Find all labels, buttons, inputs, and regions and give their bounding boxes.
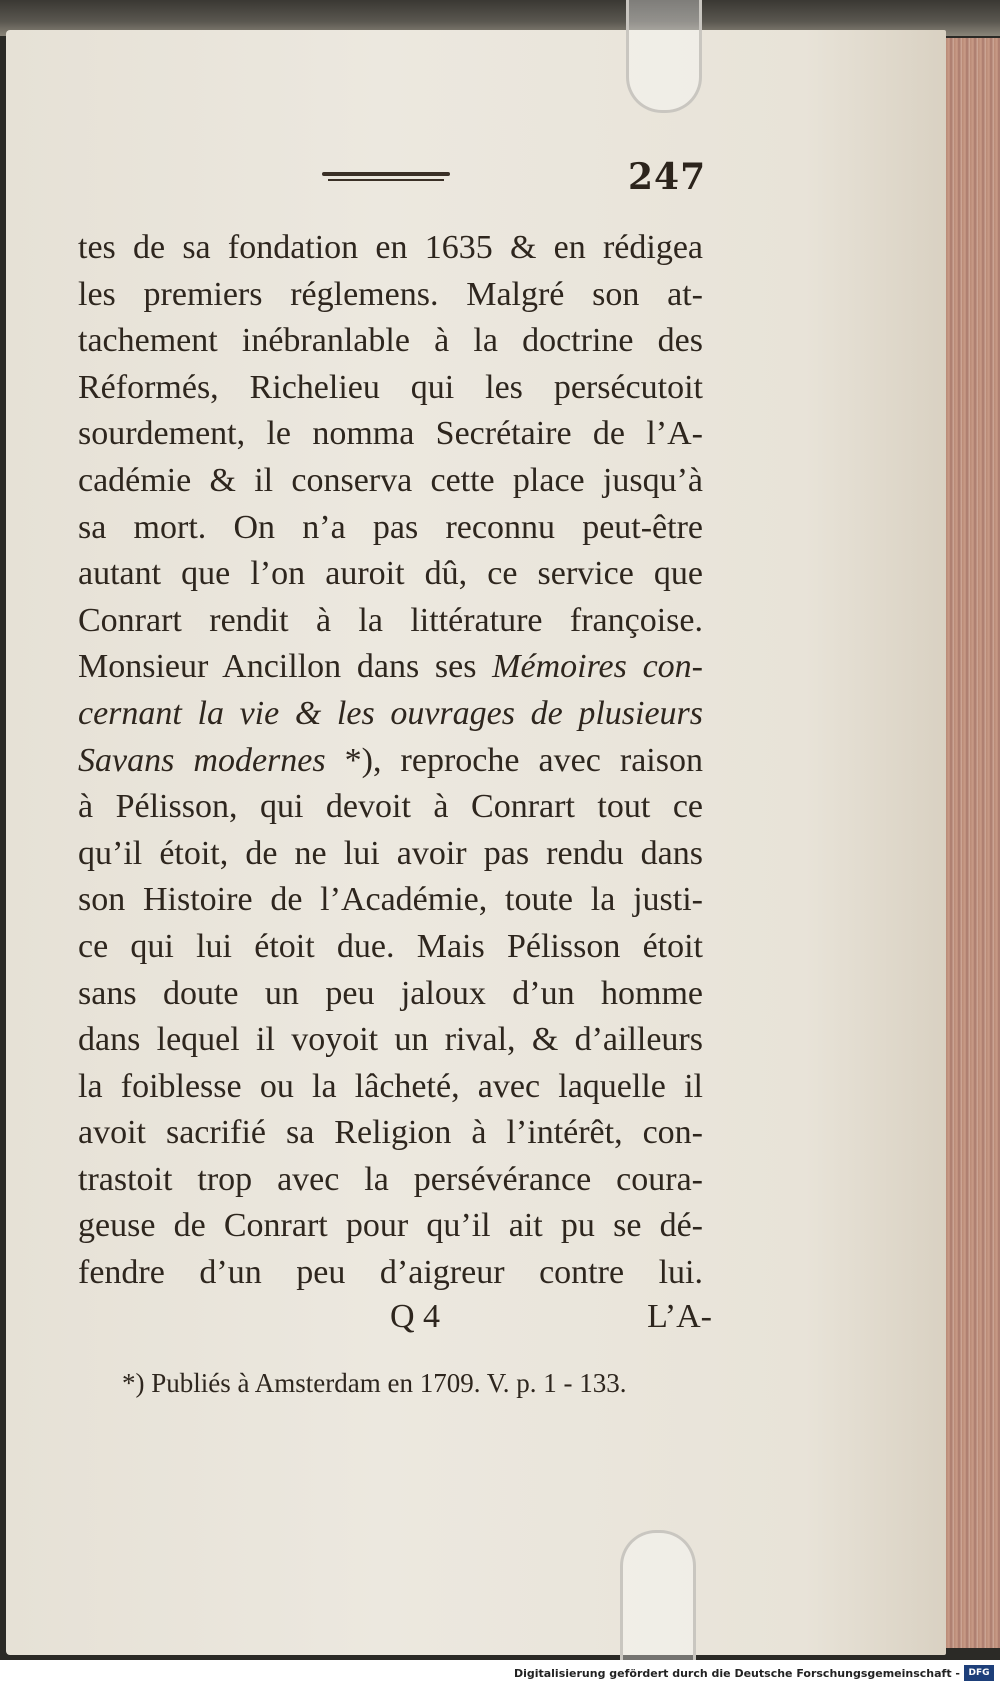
body-text (78, 225, 703, 1297)
italic-title-end: Savans modernes (78, 741, 326, 779)
text-line: trastoit trop avec la persévérance coura- (78, 1160, 703, 1198)
text-line: ce qui lui étoit due. Mais Pélisson étoit (78, 927, 703, 965)
page-edges (946, 38, 1000, 1648)
page-number: 247 (628, 156, 707, 198)
text-line: son Histoire de l’Académie, toute la justi- (78, 881, 703, 919)
header-ornament (322, 170, 450, 184)
text-line: sans doute un peu jaloux d’un homme (78, 974, 703, 1012)
text-line: sourdement, le nomma Secrétaire de l’A- (78, 415, 703, 453)
text-line: avoit sacrifié sa Religion à l’intérêt, con- (78, 1114, 703, 1152)
text-line: à Pélisson, qui devoit à Conrart tout ce (78, 788, 703, 826)
italic-title-cont: cernant la vie & les ouvrages de plusieurs (78, 694, 703, 732)
page-clip-top (626, 0, 702, 113)
page-clip-bottom (620, 1530, 696, 1663)
text-line: tes de sa fondation en 1635 & en rédigea (78, 229, 703, 266)
text-line: tachement inébranlable à la doctrine des (78, 322, 703, 360)
text-line (78, 738, 703, 785)
text-line: sa mort. On n’a pas reconnu peut-être (78, 508, 703, 546)
text-line: la foiblesse ou la lâcheté, avec laquelle il (78, 1067, 703, 1105)
signature-row (390, 1298, 712, 1342)
text-line: cadémie & il conserva cette place jusqu’à (78, 461, 703, 499)
text-line: qu’il étoit, de ne lui avoir pas rendu dans (78, 834, 703, 872)
text-line: dans lequel il voyoit un rival, & d’ailleurs (78, 1021, 703, 1059)
text-line: Réformés, Richelieu qui les persécutoit (78, 368, 703, 406)
footnote: *) Publiés à Amsterdam en 1709. V. p. 1 - 133. (122, 1368, 627, 1398)
text-line: les premiers réglemens. Malgré son at- (78, 275, 703, 313)
dfg-logo-icon: DFG (964, 1665, 994, 1681)
credit-bar (0, 1660, 1000, 1689)
text-line: Conrart rendit à la littérature françoise. (78, 601, 703, 639)
text-line (78, 691, 703, 738)
text-line-tail: *), reproche avec raison (325, 741, 703, 779)
credit-text: Digitalisierung gefördert durch die Deutsche Forschungsgemeinschaft - (513, 1667, 960, 1680)
catchword: L’A- (647, 1298, 712, 1335)
text-line: fendre d’un peu d’aigreur contre lui. (78, 1254, 703, 1292)
text-line: geuse de Conrart pour qu’il ait pu se dé- (78, 1207, 703, 1245)
italic-title: Mémoires con- (492, 648, 703, 686)
signature-mark: Q 4 (390, 1298, 441, 1335)
text-line-start: Monsieur Ancillon dans ses (78, 648, 493, 686)
text-line: autant que l’on auroit dû, ce service que (78, 555, 703, 593)
text-line (78, 644, 703, 691)
